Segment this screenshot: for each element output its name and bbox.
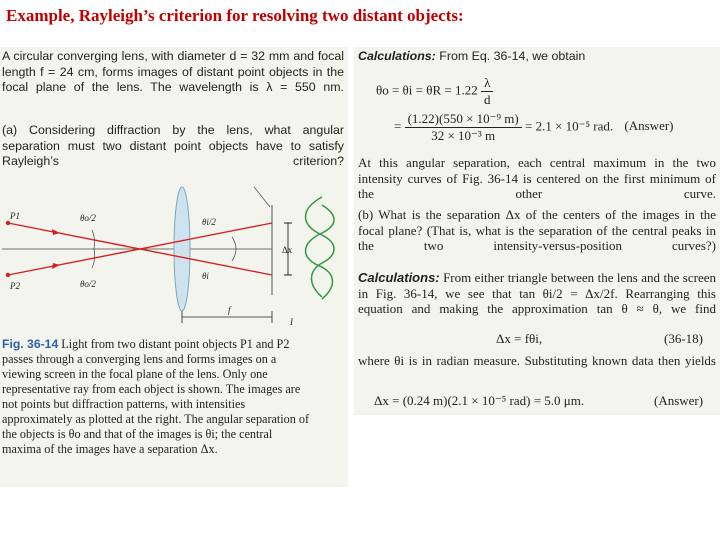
equation-2 [394,111,674,144]
eq2-lhs: = [394,118,402,134]
f-label: f [228,305,231,315]
eq2-rhs: = 2.1 × 10⁻⁵ rad. [525,118,614,134]
theta-i-label: θi [202,271,209,281]
equation-3-number: (36-18) [664,331,703,346]
theta-i-half-label: θi/2 [202,217,216,227]
p2-label: P2 [10,281,20,291]
equation-3: Δx = fθi, [496,331,543,346]
answer-b: (Answer) [654,393,704,408]
problem-intro: A circular converging lens, with diameter d = 32 mm and focal length f = 24 cm, forms images of distant point objects in the focal plane of the lens. The wavelength is λ = 550 nm. [2,49,344,94]
eq1-denominator: d [483,92,491,107]
point-p1 [6,221,10,225]
caption-label: Fig. 36-14 [2,337,59,351]
intensity-label: I [290,317,293,327]
calc-text-2: From either triangle between the lens and the screen in Fig. 36-14, we see that tan θi/2 = Δx/2f. Rearranging this equation and making the approximation tan θ ≈ θ, we find [358,270,716,316]
converging-lens [174,187,190,311]
calc-text-1: From Eq. 36-14, we obtain [439,49,586,63]
right-solution-panel [354,47,720,415]
calc-label-2: Calculations: [358,270,440,285]
p1-label: P1 [10,211,20,221]
equation-1 [376,75,493,108]
eq1-numerator: λ [481,75,494,92]
calc-label-1: Calculations: [358,49,436,63]
figure-36-14 [0,175,348,335]
question-b: (b) What is the separation Δx of the centers of the images in the focal plane? (That is, what is the separation of the central peaks in the two intensity-versus-position curves?) [358,207,716,253]
calc-intro-1 [358,49,718,65]
slide-title: Example, Rayleigh’s criterion for resolving two distant objects: [6,6,464,25]
equation-4: Δx = (0.24 m)(2.1 × 10⁻⁵ rad) = 5.0 μm. [374,393,585,408]
para-where: where θi is in radian measure. Substituting known data then yields [358,353,716,368]
theta-o-half-bottom-label: θo/2 [80,279,96,289]
para-after-calc: At this angular separation, each central maximum in the two intensity curves of Fig. 36-14 is centered on the first minimum of the other curve. [358,155,716,201]
left-text-panel [0,47,348,487]
question-a: (a) Considering diffraction by the lens, what angular separation must two distant point objects have to satisfy Rayleigh’s criterion? [2,123,344,168]
eq2-numerator: (1.22)(550 × 10⁻⁹ m) [405,111,522,128]
eq1-fraction [481,75,494,108]
answer-a: (Answer) [624,118,674,134]
point-p2 [6,273,10,277]
eq2-fraction [405,111,522,144]
figure-caption [2,337,310,457]
intensity-curve-2 [306,205,335,299]
eq1-lhs: θo = θi = θR = 1.22 [376,82,478,98]
eq2-denominator: 32 × 10⁻³ m [431,128,496,143]
theta-o-half-top-label: θo/2 [80,213,96,223]
caption-text: Light from two distant point objects P1 and P2 passes through a converging lens and forms images on a viewing screen in the focal plane of the lens. Only one representative ray from each object is shown. The images are not points but diffraction patterns, with intensities approximately as plotted at the right. The angular separation of the objects is θo and that of the images is θi; the central maxima of the images have a separation Δx. [2,337,310,456]
dx-label: Δx [282,245,293,255]
calc-intro-2 [358,270,716,317]
